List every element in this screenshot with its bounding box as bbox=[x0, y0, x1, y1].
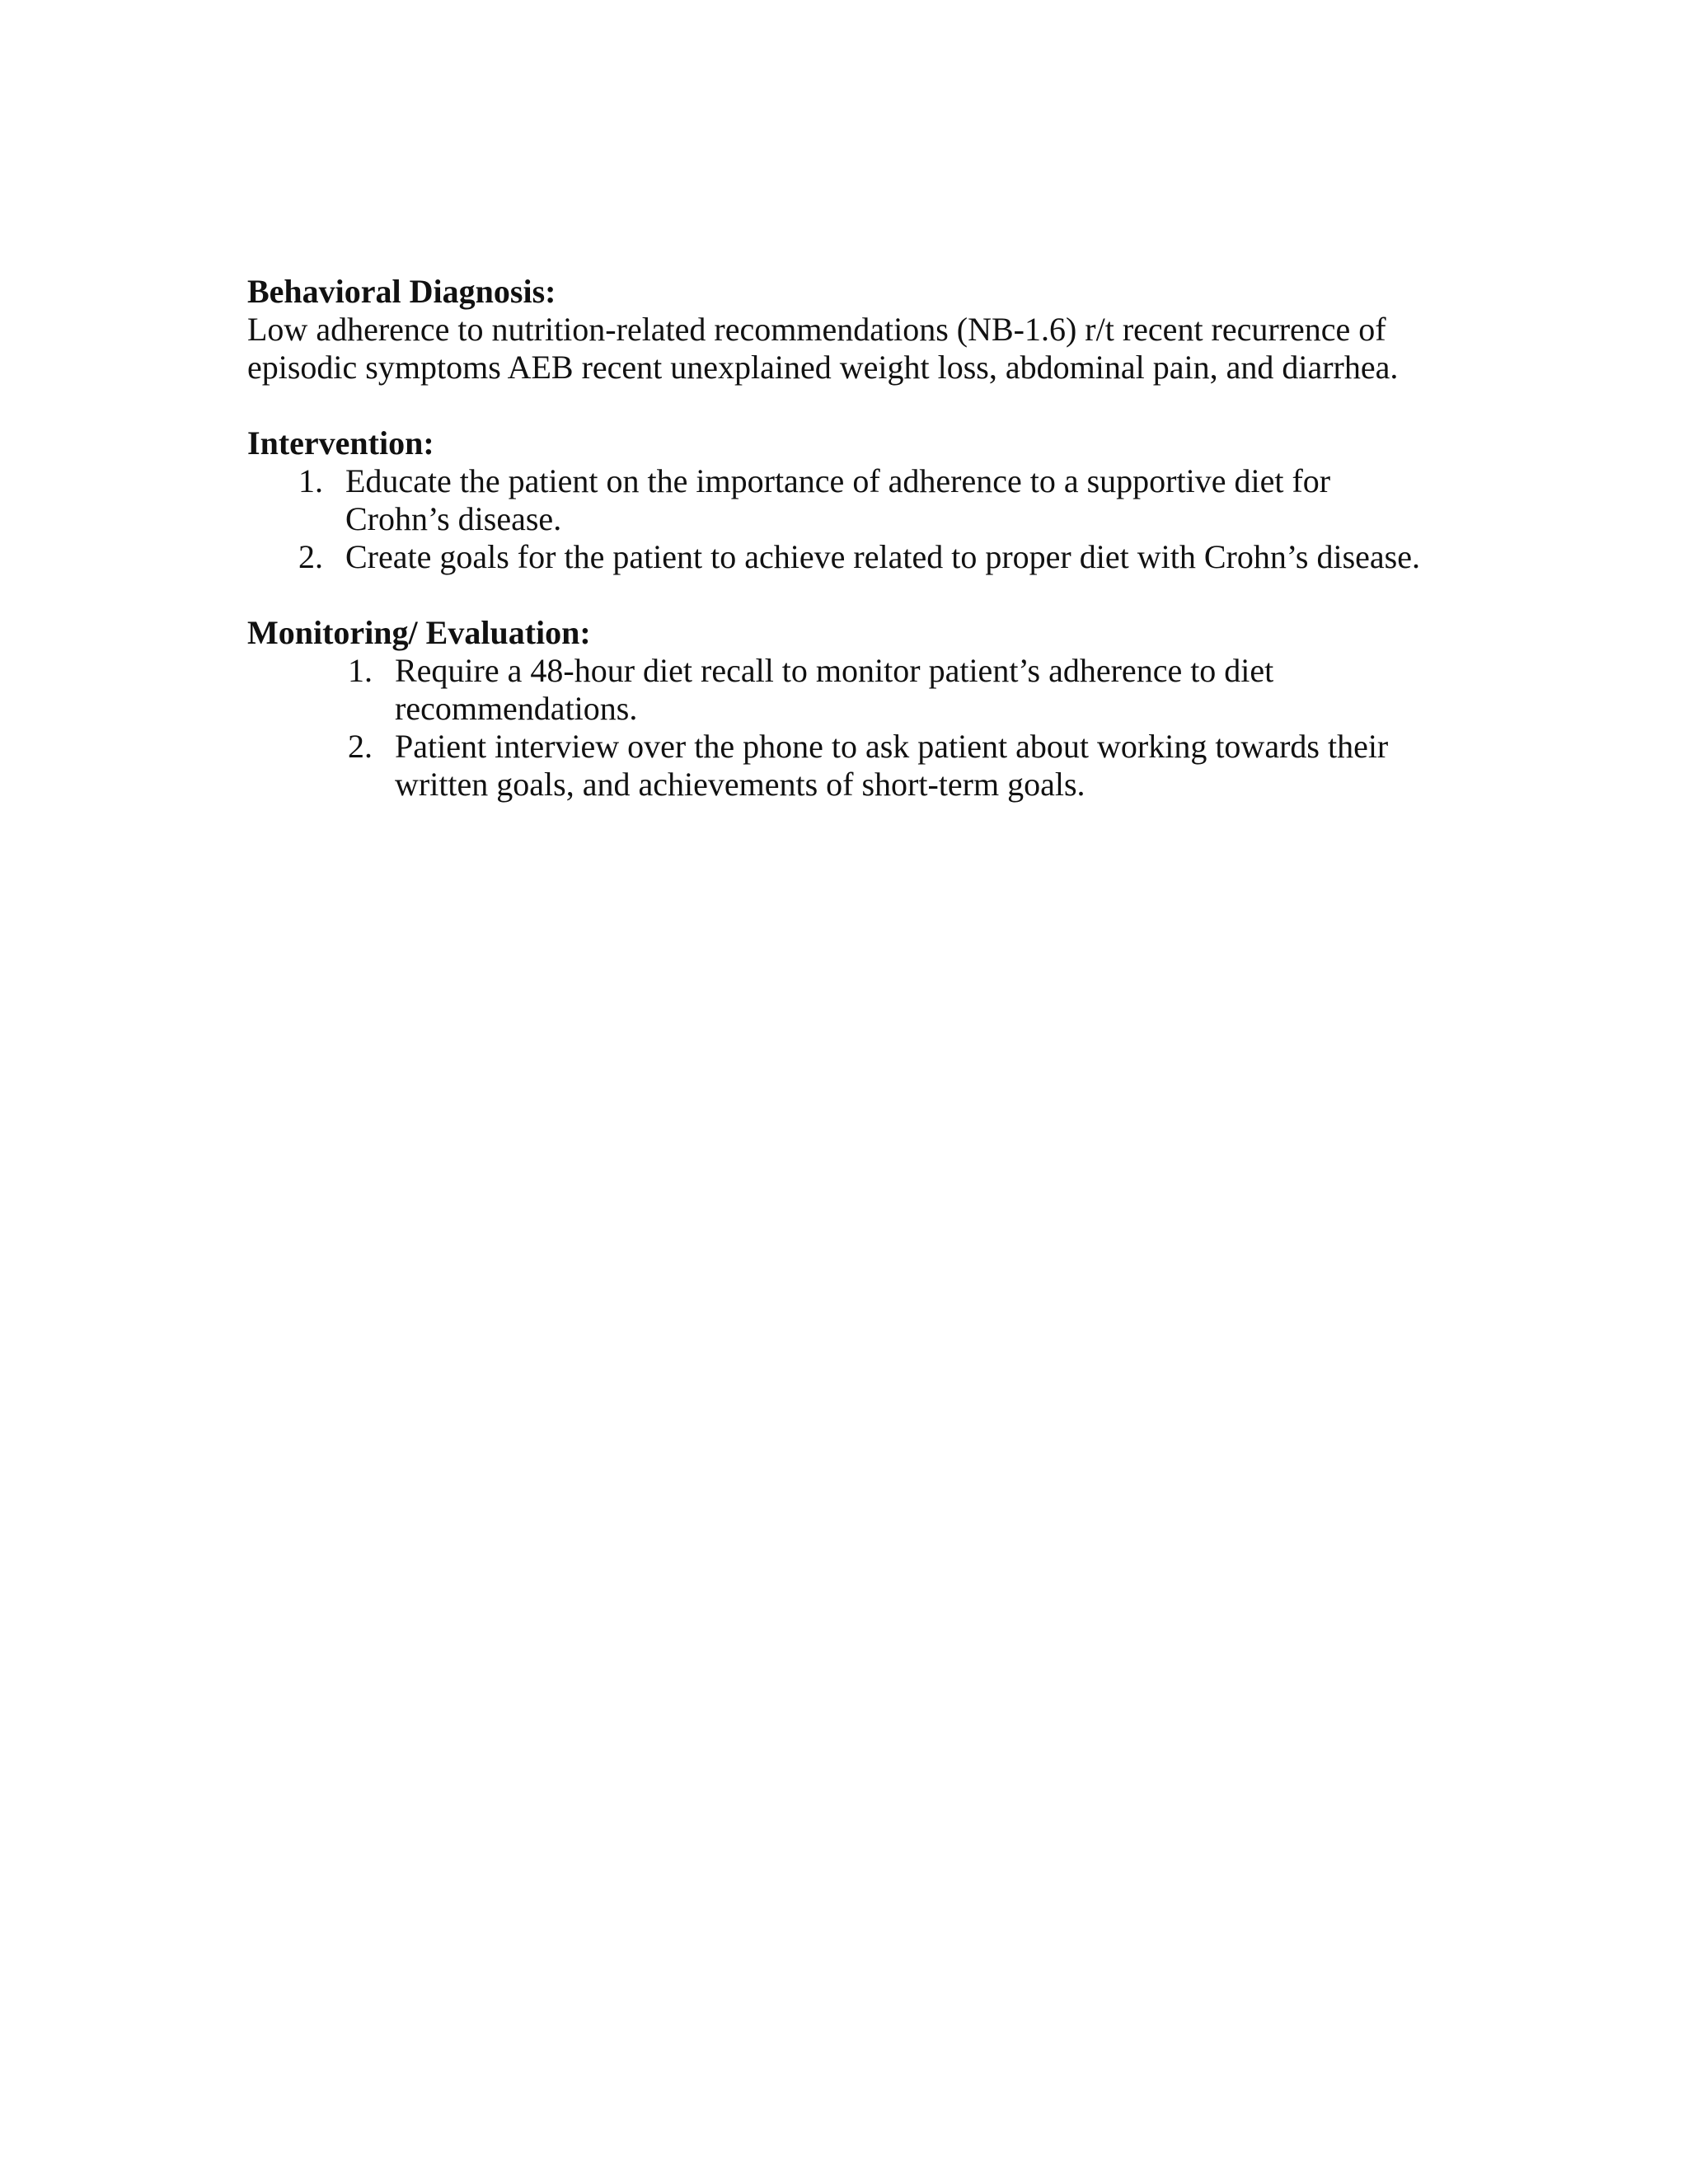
intervention-item-2-line-1: Create goals for the patient to achieve related to proper diet with Crohn’s disease. bbox=[345, 538, 1421, 575]
document-content bbox=[247, 273, 1451, 804]
intervention-heading: Intervention: bbox=[247, 424, 434, 462]
intervention-item-2 bbox=[247, 538, 1451, 576]
intervention-list bbox=[247, 462, 1451, 576]
monitoring-item-1 bbox=[247, 652, 1451, 728]
intervention-item-2-text bbox=[345, 538, 1451, 576]
monitoring-item-2-line-1: Patient interview over the phone to ask patient about working towards their bbox=[395, 728, 1389, 765]
intervention-item-1-number: 1. bbox=[298, 462, 323, 499]
monitoring-item-2-text bbox=[395, 728, 1451, 804]
monitoring-item-2 bbox=[247, 728, 1451, 804]
monitoring-item-1-text bbox=[395, 652, 1451, 728]
monitoring-item-1-line-1: Require a 48-hour diet recall to monitor patient’s adherence to diet bbox=[395, 652, 1274, 689]
monitoring-evaluation-list bbox=[247, 652, 1451, 804]
intervention-item-1-line-1: Educate the patient on the importance of adherence to a supportive diet for bbox=[345, 462, 1331, 499]
intervention-item-1 bbox=[247, 462, 1451, 538]
intervention-section bbox=[247, 424, 1451, 576]
intervention-item-1-text bbox=[345, 462, 1451, 538]
monitoring-item-1-line-2: recommendations. bbox=[395, 690, 638, 727]
monitoring-item-1-number: 1. bbox=[348, 652, 373, 689]
monitoring-item-2-number: 2. bbox=[348, 728, 373, 765]
intervention-item-1-line-2: Crohn’s disease. bbox=[345, 500, 562, 537]
monitoring-evaluation-section bbox=[247, 614, 1451, 804]
behavioral-diagnosis-line-1: Low adherence to nutrition-related recommendations (NB-1.6) r/t recent recurrence of bbox=[247, 311, 1386, 348]
monitoring-item-2-line-2: written goals, and achievements of short-term goals. bbox=[395, 766, 1085, 803]
behavioral-diagnosis-line-2: episodic symptoms AEB recent unexplained weight loss, abdominal pain, and diarrhea. bbox=[247, 349, 1399, 386]
intervention-item-2-number: 2. bbox=[298, 538, 323, 575]
behavioral-diagnosis-heading: Behavioral Diagnosis: bbox=[247, 273, 556, 310]
monitoring-evaluation-heading: Monitoring/ Evaluation: bbox=[247, 614, 591, 651]
behavioral-diagnosis-section bbox=[247, 273, 1451, 387]
